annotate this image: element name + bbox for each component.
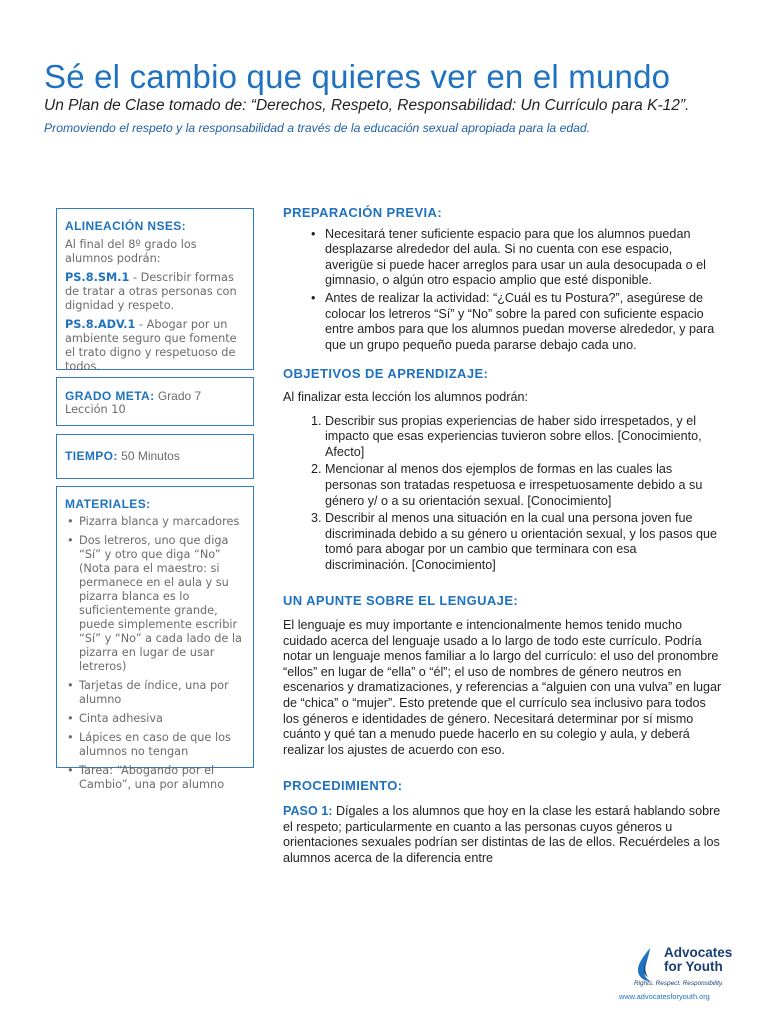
materials-heading: MATERIALES: bbox=[65, 497, 151, 511]
standard-code: PS.8.ADV.1 bbox=[65, 318, 136, 331]
alignment-item bbox=[65, 318, 245, 374]
advocates-logo[interactable] bbox=[634, 946, 744, 990]
list-item: • Pizarra blanca y marcadores bbox=[65, 515, 245, 529]
alignment-item bbox=[65, 271, 245, 313]
step-text: Dígales a los alumnos que hoy en la clase les estará hablando sobre el respeto; particularmente en cuanto a las personas cuyos géneros u orientaciones sexuales podrían ser distintas de las de ellos. Recuérdeles a los alumnos acerca de la diferencia entre bbox=[283, 804, 721, 865]
list-item: • Dos letreros, uno que diga “Sí” y otro que diga “No” (Nota para el maestro: si permanece en el aula y su pizarra blanca es lo suficientemente grande, puede simplemente escribir “Sí” y “No” a cada lado de la pizarra en lugar de usar letreros) bbox=[65, 534, 245, 674]
item-text: Mencionar al menos dos ejemplos de formas en las cuales las personas son tratadas respetuosa e irrespetuosamente debido a su género y/ o a su orientación sexual. [Conocimiento] bbox=[325, 462, 703, 508]
logo-line: Advocates bbox=[664, 945, 733, 960]
alignment-box bbox=[56, 208, 254, 373]
logo-text bbox=[664, 946, 732, 974]
section-heading: PREPARACIÓN PREVIA: bbox=[283, 205, 443, 220]
time-box bbox=[56, 434, 254, 479]
materials-box bbox=[56, 486, 254, 791]
grade-line bbox=[65, 389, 245, 403]
materials-list bbox=[65, 515, 245, 792]
section-heading: PROCEDIMIENTO: bbox=[283, 778, 403, 794]
item-number: 1. bbox=[311, 413, 322, 428]
list-item: • Necesitará tener suficiente espacio para que los alumnos puedan desplazarse alrededor del aula. Si no cuenta con ese espacio, averigüe si puede hacer arreglos para usar un aula desocupada o el gimnasio, o algún otro espacio amplio que esté disponible. bbox=[283, 227, 723, 289]
time-line bbox=[65, 449, 245, 463]
standard-text: - Describir formas de tratar a otras personas con dignidad y respeto. bbox=[65, 271, 237, 312]
drop-icon bbox=[634, 946, 662, 982]
item-text: Describir al menos una situación en la cual una persona joven fue discriminada debido a su género u orientación sexual, y los pasos que tomó para abogar por un cambio que terminara con esa discriminación. [Conocimiento] bbox=[325, 511, 718, 572]
item-number: 3. bbox=[311, 511, 322, 526]
page-subtitle: Un Plan de Clase tomado de: “Derechos, Respeto, Responsabilidad: Un Currículo para K-12”. bbox=[44, 97, 690, 114]
main-content bbox=[283, 205, 723, 866]
page-title: Sé el cambio que quieres ver en el mundo bbox=[44, 58, 671, 95]
grade-value: Grado 7 bbox=[154, 389, 202, 403]
lesson-number: Lección 10 bbox=[65, 403, 126, 416]
item-number: 2. bbox=[311, 462, 322, 477]
time-label: TIEMPO: bbox=[65, 449, 118, 463]
alignment-heading: ALINEACIÓN NSES: bbox=[65, 219, 187, 233]
step-label: PASO 1: bbox=[283, 804, 333, 818]
section-heading: OBJETIVOS DE APRENDIZAJE: bbox=[283, 366, 489, 382]
list-item bbox=[283, 414, 723, 461]
time-value: 50 Minutos bbox=[117, 449, 180, 463]
list-item: • Antes de realizar la actividad: “¿Cuál es tu Postura?”, asegúrese de colocar los letreros “Sí” y “No” sobre la pared con suficiente espacio entre ambos para que los alumnos puedan moverse alrededor, y para que un grupo pequeño pueda pararse debajo cada uno. bbox=[283, 291, 723, 353]
alignment-intro: Al final del 8º grado los alumnos podrán: bbox=[65, 238, 197, 265]
logo-line: for Youth bbox=[664, 959, 723, 974]
section-heading: UN APUNTE SOBRE EL LENGUAJE: bbox=[283, 593, 519, 609]
list-item: • Lápices en caso de que los alumnos no tengan bbox=[65, 731, 245, 759]
list-item: • Cinta adhesiva bbox=[65, 712, 245, 726]
language-note: El lenguaje es muy importante e intencionalmente hemos tenido mucho cuidado acerca del lenguaje usado a lo largo de todo este currículo. Podría notar un lenguaje menos familiar a lo largo del currículo: el uso del pronombre “ellos” en lugar de “ella” o “él”; el uso de nombres de género neutros en escenarios y dramatizaciones, y referencias a “alguien con una vulva” en lugar de “chica” o “mujer”. Esto pretende que el currículo sea inclusivo para todos los géneros e identidades de género. Necesitará determinar por sí mismo cuánto y qué tan a menudo puede hacerlo en su colegio y aula, y deberá realizar los ajustes de acuerdo con eso. bbox=[283, 618, 722, 757]
standard-text: - Abogar por un ambiente seguro que fomente el trato digno y respetuoso de todos. bbox=[65, 318, 237, 373]
logo-slogan: Rights. Respect. Responsibility. bbox=[634, 980, 724, 987]
list-item: • Tarjetas de índice, una por alumno bbox=[65, 679, 245, 707]
list-item bbox=[283, 462, 723, 509]
prep-list bbox=[283, 227, 723, 354]
objectives-list bbox=[283, 414, 723, 574]
objectives-intro: Al finalizar esta lección los alumnos podrán: bbox=[283, 389, 529, 404]
grade-box bbox=[56, 377, 254, 426]
footer-url-link[interactable]: www.advocatesforyouth.org bbox=[619, 992, 710, 1001]
item-text: Describir sus propias experiencias de haber sido irrespetados, y el impacto que esas experiencias tuvieron sobre ellos. [Conocimiento, Afecto] bbox=[325, 413, 702, 459]
standard-code: PS.8.SM.1 bbox=[65, 271, 130, 284]
grade-label: GRADO META: bbox=[65, 389, 155, 403]
list-item: • Tarea: “Abogando por el Cambio”, una por alumno bbox=[65, 764, 245, 792]
page-tagline: Promoviendo el respeto y la responsabilidad a través de la educación sexual apropiada para la edad. bbox=[44, 121, 591, 135]
procedure-step bbox=[283, 804, 723, 866]
list-item bbox=[283, 511, 723, 573]
